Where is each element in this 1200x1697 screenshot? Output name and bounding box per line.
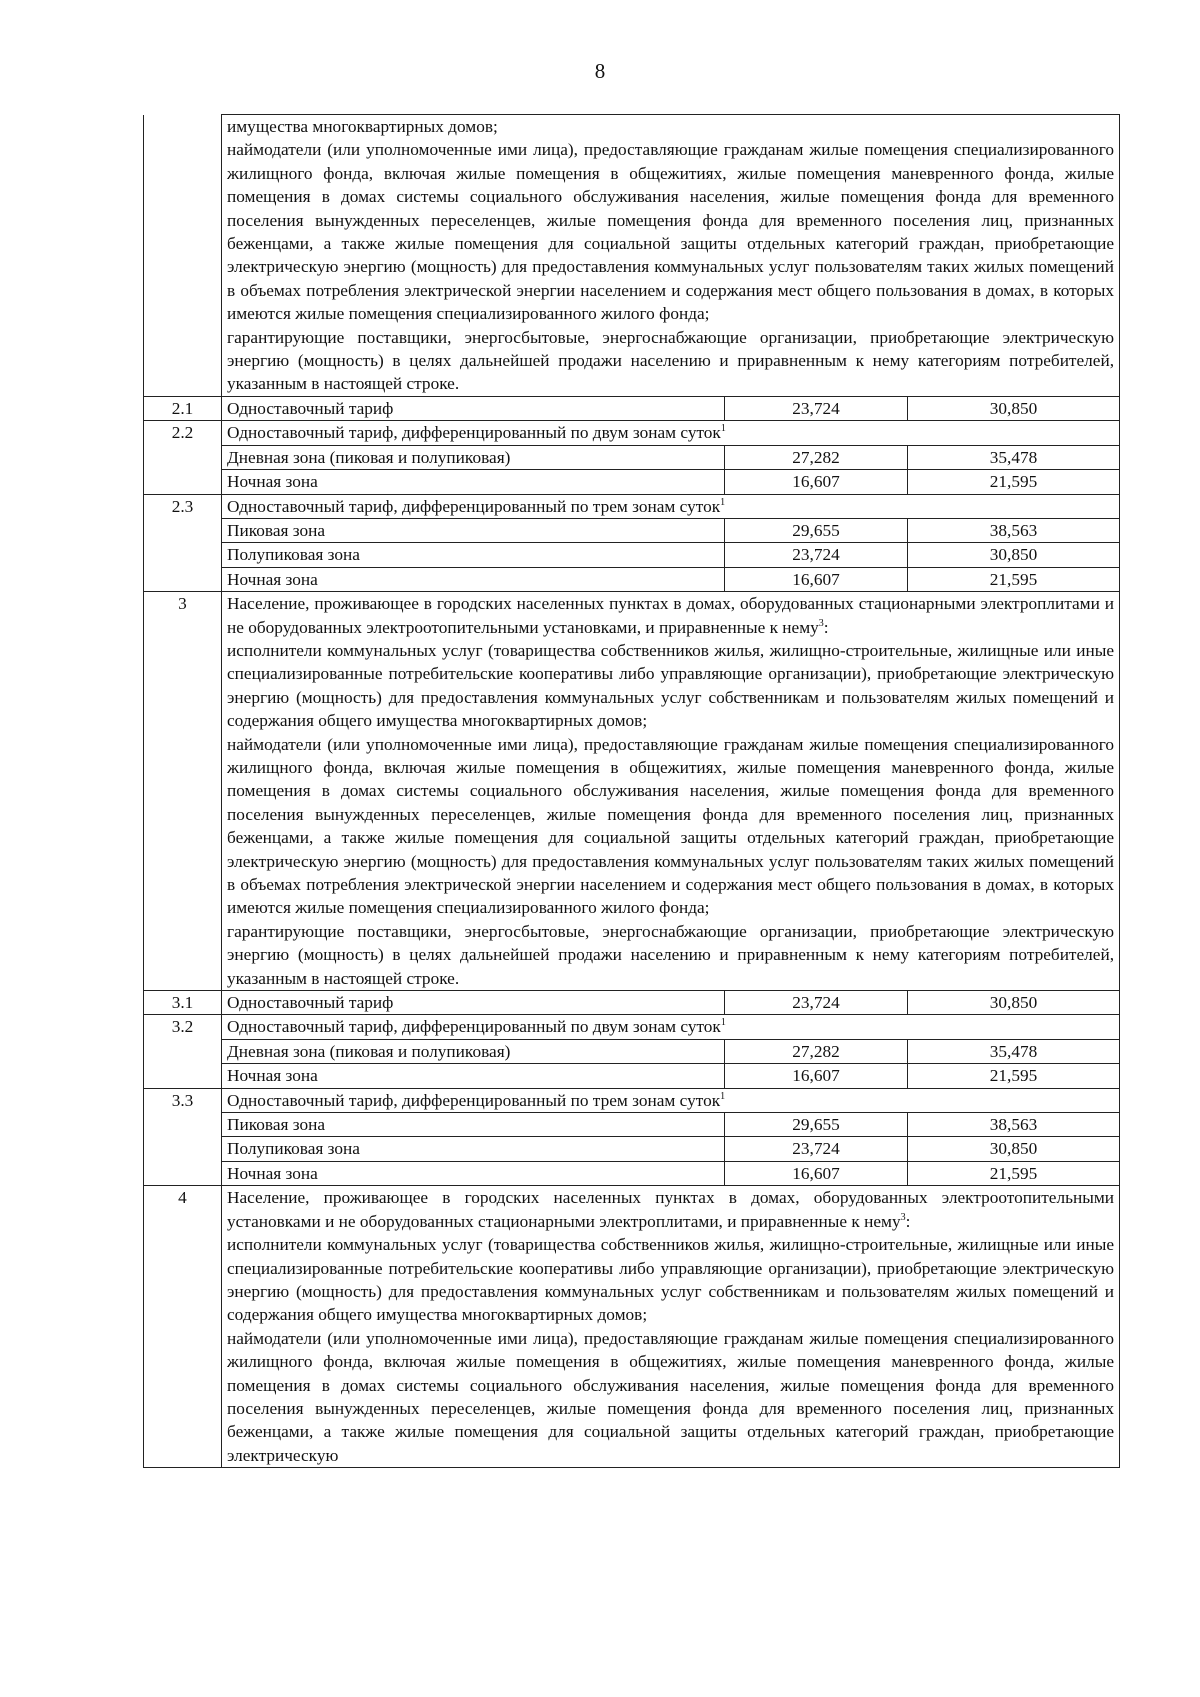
row-number: 3.3 — [144, 1088, 222, 1186]
footnote-marker: 1 — [720, 1017, 726, 1029]
tariff-value-first-half: 16,607 — [725, 1161, 908, 1185]
tariff-value-second-half: 21,595 — [908, 567, 1120, 591]
zone-label: Дневная зона (пиковая и полупиковая) — [222, 445, 725, 469]
table-row — [144, 421, 1120, 445]
footnote-marker: 1 — [720, 1090, 726, 1102]
table-row — [144, 494, 1120, 518]
tariff-value-first-half: 16,607 — [725, 1064, 908, 1088]
table-row — [144, 1088, 1120, 1112]
tariff-value-first-half: 27,282 — [725, 445, 908, 469]
footnote-marker: 1 — [720, 496, 726, 508]
row-number: 3.2 — [144, 1015, 222, 1088]
table-row — [144, 396, 1120, 420]
tariff-value-second-half: 30,850 — [908, 991, 1120, 1015]
footnote-marker: 1 — [720, 423, 726, 435]
paragraph-utilities: исполнители коммунальных услуг (товарищества собственников жилья, жилищно-строительные, жилищные или иные специализированные потребительские кооперативы либо управляющие организации), приобретающие электрическую энергию (мощность) для предоставления коммунальных услуг собственникам и пользователям жилых помещений и содержания общего имущества многоквартирных домов; — [227, 640, 1115, 731]
table-row-4 — [144, 1186, 1120, 1468]
tariff-value-first-half: 16,607 — [725, 567, 908, 591]
table-row-2-continued — [144, 115, 1120, 397]
row-description — [222, 1186, 1120, 1468]
tariff-value-second-half: 38,563 — [908, 1113, 1120, 1137]
table-row-3 — [144, 592, 1120, 991]
tariff-value-first-half: 27,282 — [725, 1039, 908, 1063]
tariff-value-second-half: 30,850 — [908, 543, 1120, 567]
table-row — [144, 1113, 1120, 1137]
row-number: 2.2 — [144, 421, 222, 494]
zone-label: Ночная зона — [222, 470, 725, 494]
zone-label: Пиковая зона — [222, 1113, 725, 1137]
paragraph-suppliers: гарантирующие поставщики, энергосбытовые, энергоснабжающие организации, приобретающие электрическую энергию (мощность) в целях дальнейшей продажи населению и приравненным к нему категориям потребителей, указанным в настоящей строке. — [227, 327, 1115, 394]
tariff-value-first-half: 23,724 — [725, 396, 908, 420]
tariff-value-second-half: 30,850 — [908, 396, 1120, 420]
tariff-table — [143, 114, 1120, 1468]
tariff-value-first-half: 29,655 — [725, 1113, 908, 1137]
zone-label: Ночная зона — [222, 1161, 725, 1185]
table-row — [144, 567, 1120, 591]
tariff-value-second-half: 35,478 — [908, 445, 1120, 469]
zone-label: Полупиковая зона — [222, 1137, 725, 1161]
row-description — [222, 115, 1120, 397]
table-row — [144, 470, 1120, 494]
table-row — [144, 518, 1120, 542]
footnote-marker: 3 — [818, 617, 824, 629]
table-row — [144, 1137, 1120, 1161]
tariff-value-second-half: 38,563 — [908, 518, 1120, 542]
paragraph-suppliers: гарантирующие поставщики, энергосбытовые, энергоснабжающие организации, приобретающие электрическую энергию (мощность) в целях дальнейшей продажи населению и приравненным к нему категориям потребителей, указанным в настоящей строке. — [227, 921, 1115, 988]
tariff-label: Одноставочный тариф, дифференцированный по двум зонам суток$^1$ — [222, 421, 1120, 445]
table-row — [144, 1015, 1120, 1039]
table-row — [144, 1064, 1120, 1088]
tariff-value-first-half: 23,724 — [725, 543, 908, 567]
tariff-value-second-half: 21,595 — [908, 1161, 1120, 1185]
row-number: 3 — [144, 592, 222, 991]
paragraph-property: имущества многоквартирных домов; — [227, 117, 498, 136]
row-number: 2.1 — [144, 396, 222, 420]
row-number: 3.1 — [144, 991, 222, 1015]
tariff-label: Одноставочный тариф — [222, 396, 725, 420]
paragraph-landlords: наймодатели (или уполномоченные ими лица), предоставляющие гражданам жилые помещения специализированного жилищного фонда, включая жилые помещения в общежитиях, жилые помещения маневренного фонда, жилые помещения в домах системы социального обслуживания населения, жилые помещения фонда для временного поселения вынужденных переселенцев, жилые помещения фонда для временного поселения лиц, признанных беженцами, а также жилые помещения для социальной защиты отдельных категорий граждан, приобретающие электрическую энергию (мощность) для предоставления коммунальных услуг пользователям таких жилых помещений в объемах потребления электрической энергии населением и содержания мест общего пользования в домах, в которых имеются жилые помещения специализированного жилого фонда; — [227, 734, 1115, 918]
paragraph-landlords-partial: наймодатели (или уполномоченные ими лица), предоставляющие гражданам жилые помещения специализированного жилищного фонда, включая жилые помещения в общежитиях, жилые помещения маневренного фонда, жилые помещения в домах системы социального обслуживания населения, жилые помещения фонда для временного поселения вынужденных переселенцев, жилые помещения фонда для временного поселения лиц, признанных беженцами, а также жилые помещения для социальной защиты отдельных категорий граждан, приобретающие электрическую — [227, 1328, 1115, 1465]
tariff-label: Одноставочный тариф — [222, 991, 725, 1015]
zone-label: Ночная зона — [222, 1064, 725, 1088]
tariff-label: Одноставочный тариф, дифференцированный по трем зонам суток$^1$ — [222, 494, 1120, 518]
tariff-label: Одноставочный тариф, дифференцированный по двум зонам суток$^1$ — [222, 1015, 1120, 1039]
tariff-value-second-half: 35,478 — [908, 1039, 1120, 1063]
tariff-value-second-half: 21,595 — [908, 470, 1120, 494]
paragraph-heading: Население, проживающее в городских населенных пунктах в домах, оборудованных стационарными электроплитами и не оборудованных электроотопительными установками, и приравненные к нему$^3$: — [227, 594, 1115, 637]
table-row — [144, 543, 1120, 567]
table-row — [144, 1161, 1120, 1185]
paragraph-landlords: наймодатели (или уполномоченные ими лица), предоставляющие гражданам жилые помещения специализированного жилищного фонда, включая жилые помещения в общежитиях, жилые помещения маневренного фонда, жилые помещения в домах системы социального обслуживания населения, жилые помещения фонда для временного поселения вынужденных переселенцев, жилые помещения фонда для временного поселения лиц, признанных беженцами, а также жилые помещения для социальной защиты отдельных категорий граждан, приобретающие электрическую энергию (мощность) для предоставления коммунальных услуг пользователям таких жилых помещений в объемах потребления электрической энергии населением и содержания мест общего пользования в домах, в которых имеются жилые помещения специализированного жилого фонда; — [227, 140, 1115, 324]
footnote-marker: 3 — [900, 1211, 906, 1223]
table-row — [144, 445, 1120, 469]
tariff-value-first-half: 23,724 — [725, 1137, 908, 1161]
tariff-value-second-half: 30,850 — [908, 1137, 1120, 1161]
zone-label: Дневная зона (пиковая и полупиковая) — [222, 1039, 725, 1063]
tariff-value-first-half: 29,655 — [725, 518, 908, 542]
table-row — [144, 991, 1120, 1015]
row-number: 2.3 — [144, 494, 222, 592]
zone-label: Полупиковая зона — [222, 543, 725, 567]
tariff-value-first-half: 16,607 — [725, 470, 908, 494]
row-number: 4 — [144, 1186, 222, 1468]
tariff-label: Одноставочный тариф, дифференцированный по трем зонам суток$^1$ — [222, 1088, 1120, 1112]
tariff-value-second-half: 21,595 — [908, 1064, 1120, 1088]
paragraph-heading: Население, проживающее в городских населенных пунктах в домах, оборудованных электроотопительными установками и не оборудованных стационарными электроплитами, и приравненные к нему$^3$: — [227, 1188, 1115, 1231]
row-description — [222, 592, 1120, 991]
tariff-value-first-half: 23,724 — [725, 991, 908, 1015]
zone-label: Пиковая зона — [222, 518, 725, 542]
page-number: 8 — [594, 59, 606, 83]
zone-label: Ночная зона — [222, 567, 725, 591]
table-row — [144, 1039, 1120, 1063]
row-number-cell — [144, 115, 222, 397]
paragraph-utilities: исполнители коммунальных услуг (товарищества собственников жилья, жилищно-строительные, жилищные или иные специализированные потребительские кооперативы либо управляющие организации), приобретающие электрическую энергию (мощность) для предоставления коммунальных услуг собственникам и пользователям жилых помещений и содержания общего имущества многоквартирных домов; — [227, 1235, 1115, 1325]
